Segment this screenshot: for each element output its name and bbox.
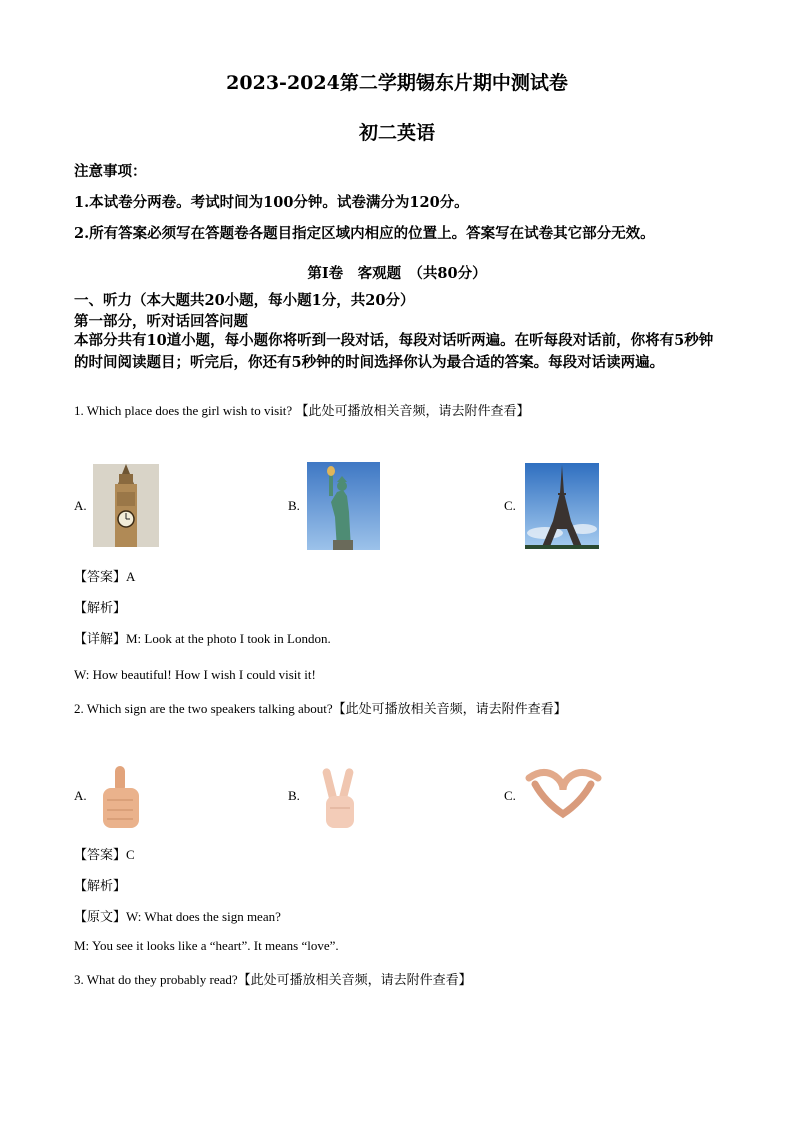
statue-of-liberty-image [307,462,380,550]
q1-option-c-label: C. [504,498,516,513]
question-2: 2. Which sign are the two speakers talking about?【此处可播放相关音频，请去附件查看】 [74,701,567,716]
notes-item-1: 1.本试卷分两卷。考试时间为100分钟。试卷满分为120分。 [74,194,469,211]
q2-analysis: 【解析】 [74,878,127,893]
victory-sign-image [318,766,360,830]
q2-dialogue-line: M: You see it looks like a “heart”. It means “love”. [74,938,339,953]
question-3: 3. What do they probably read?【此处可播放相关音频，请去附件查看】 [74,972,472,987]
q1-answer: 【答案】A [74,569,136,584]
part-title: 一、听力（本大题共20小题，每小题1分，共20分） [74,292,415,309]
thumbs-up-image [93,764,145,830]
q1-detail: 【详解】M: Look at the photo I took in London. [74,631,331,646]
notes-heading: 注意事项： [74,163,147,180]
q2-answer: 【答案】C [74,847,135,862]
exam-subtitle: 初二英语 [358,122,435,144]
q2-option-b-label: B. [288,788,300,803]
q1-dialogue-line: W: How beautiful! How I wish I could visit it! [74,667,316,682]
heart-hands-image [525,768,602,821]
subpart-title: 第一部分，听对话回答问题 [74,313,248,330]
exam-title: 2023-2024第二学期锡东片期中测试卷 [226,72,568,94]
q2-option-a-label: A. [74,788,87,803]
eiffel-tower-image [525,463,599,549]
section-title: 第Ⅰ卷 客观题 （共80分） [307,265,487,282]
instructions: 本部分共有10道小题，每小题你将听到一段对话，每段对话听两遍。在听每段对话前，你将有5秒钟的时间阅读题目；听完后，你还有5秒钟的时间选择你认为最合适的答案。每段对话读两遍。 [74,332,714,371]
q1-option-a-label: A. [74,498,87,513]
question-1: 1. Which place does the girl wish to visit? 【此处可播放相关音频，请去附件查看】 [74,403,530,418]
big-ben-image [93,464,159,547]
q2-option-c-label: C. [504,788,516,803]
q1-analysis: 【解析】 [74,600,127,615]
q1-option-b-label: B. [288,498,300,513]
q2-detail: 【原文】W: What does the sign mean? [74,909,281,924]
notes-item-2: 2.所有答案必须写在答题卷各题目指定区域内相应的位置上。答案写在试卷其它部分无效。 [74,225,655,242]
